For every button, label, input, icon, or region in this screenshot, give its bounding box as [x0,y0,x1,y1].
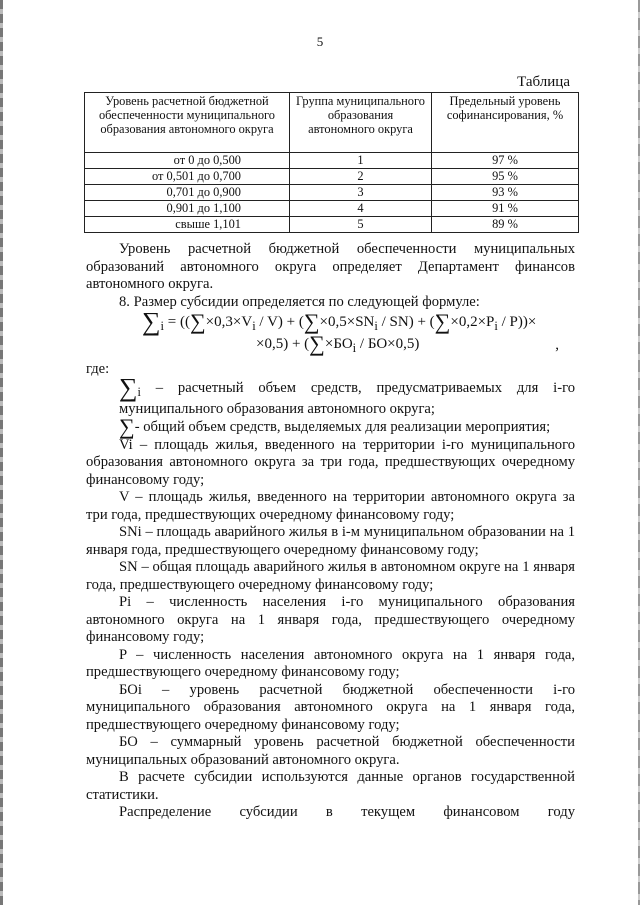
definition-sum-total: ∑- общий объем средств, выделяемых для реализации мероприятия; [119,414,551,440]
sigma-symbol: ∑ [142,307,161,336]
formula-comma: , [555,337,559,353]
sigma-symbol: ∑ [119,372,138,402]
definition-sn: SN – общая площадь аварийного жилья в автономном округе на 1 января года, предшествующего очередному финансовому году; [86,559,575,593]
definition-v: V – площадь жилья, введенного на территории автономного округа за три года, предшествующих очередному финансовому году; [86,489,575,523]
page-number: 5 [316,34,324,49]
sigma-symbol: ∑ [119,414,135,440]
definition-sni: SNi – площадь аварийного жилья в i-м муниципальном образовании на 1 января года, предшествующего очередному финансовому году; [86,524,575,558]
table-row [85,153,579,169]
table-cell: 0,701 до 0,900 [85,185,290,201]
table-header-cell: Группа муниципального образования автономного округа [290,93,432,153]
document-body [86,241,575,822]
paragraph-statistics: В расчете субсидии используются данные органов государственной статистики. [86,769,575,803]
table-cell: 1 [290,153,432,169]
table-caption: Таблица [517,74,570,90]
table-cell: 3 [290,185,432,201]
table-cell: 91 % [432,201,579,217]
table-row [85,201,579,217]
table-cell: 4 [290,201,432,217]
definition-boi: БОi – уровень расчетной бюджетной обеспеченности i-го муниципального образования автономного округа на 1 января года, предшествующего очередному финансовому году; [86,681,575,733]
paragraph-8: 8. Размер субсидии определяется по следующей формуле: [119,293,480,310]
definition-vi: Vi – площадь жилья, введенного на территории i-го муниципального образования автономного округа за три года, предшествующих очередному финансовому году; [86,436,575,488]
scan-edge-left [0,0,3,905]
table-row [85,217,579,233]
formula-line-1: $\sum_i = ((\sum\times 0,3\times V_i / V) + (\sum\times 0,5\times SN_i / SN) + (\sum\times 0,2\times P_i / P))\times$ [142,307,537,336]
table-header-cell: Предельный уровень софинансирования, % [432,93,579,153]
co-financing-table [84,92,579,233]
table-cell: 89 % [432,217,579,233]
table-row [85,185,579,201]
definition-pi: Pi – численность населения i-го муниципального образования автономного округа на 1 января года, предшествующего очередному финансовому году; [86,594,575,646]
table-cell: 93 % [432,185,579,201]
table-cell: от 0 до 0,500 [85,153,290,169]
table-cell: 97 % [432,153,579,169]
formula-line-2: $\times 0,5) + (\sum\times БО_i / БО\times 0,5)$ [256,331,420,356]
paragraph-distribution: Распределение субсидии в текущем финансовом году [119,804,575,821]
definition-bo: БО – суммарный уровень расчетной бюджетной обеспеченности муниципальных образований автономного округа. [86,734,575,768]
table-cell: 95 % [432,169,579,185]
table-row [85,169,579,185]
table-cell: 2 [290,169,432,185]
table-cell: от 0,501 до 0,700 [85,169,290,185]
paragraph-level-definition: Уровень расчетной бюджетной обеспеченности муниципальных образований автономного округа определяет Департамент финансов автономного округа. [86,241,575,292]
table-cell: 0,901 до 1,100 [85,201,290,217]
table-header-row [85,93,579,153]
subsidy-formula [86,307,575,361]
definition-p: P – численность населения автономного округа на 1 января года, предшествующего очередному финансовому году; [86,646,575,681]
table-header-cell: Уровень расчетной бюджетной обеспеченности муниципального образования автономного округа [85,93,290,153]
table-cell: 5 [290,217,432,233]
table-cell: свыше 1,101 [85,217,290,233]
where-label: где: [86,361,110,377]
definition-sum-i: $\sum_i$ – расчетный объем средств, предусматриваемых для i-го муниципального образования автономного округа; [119,372,575,417]
